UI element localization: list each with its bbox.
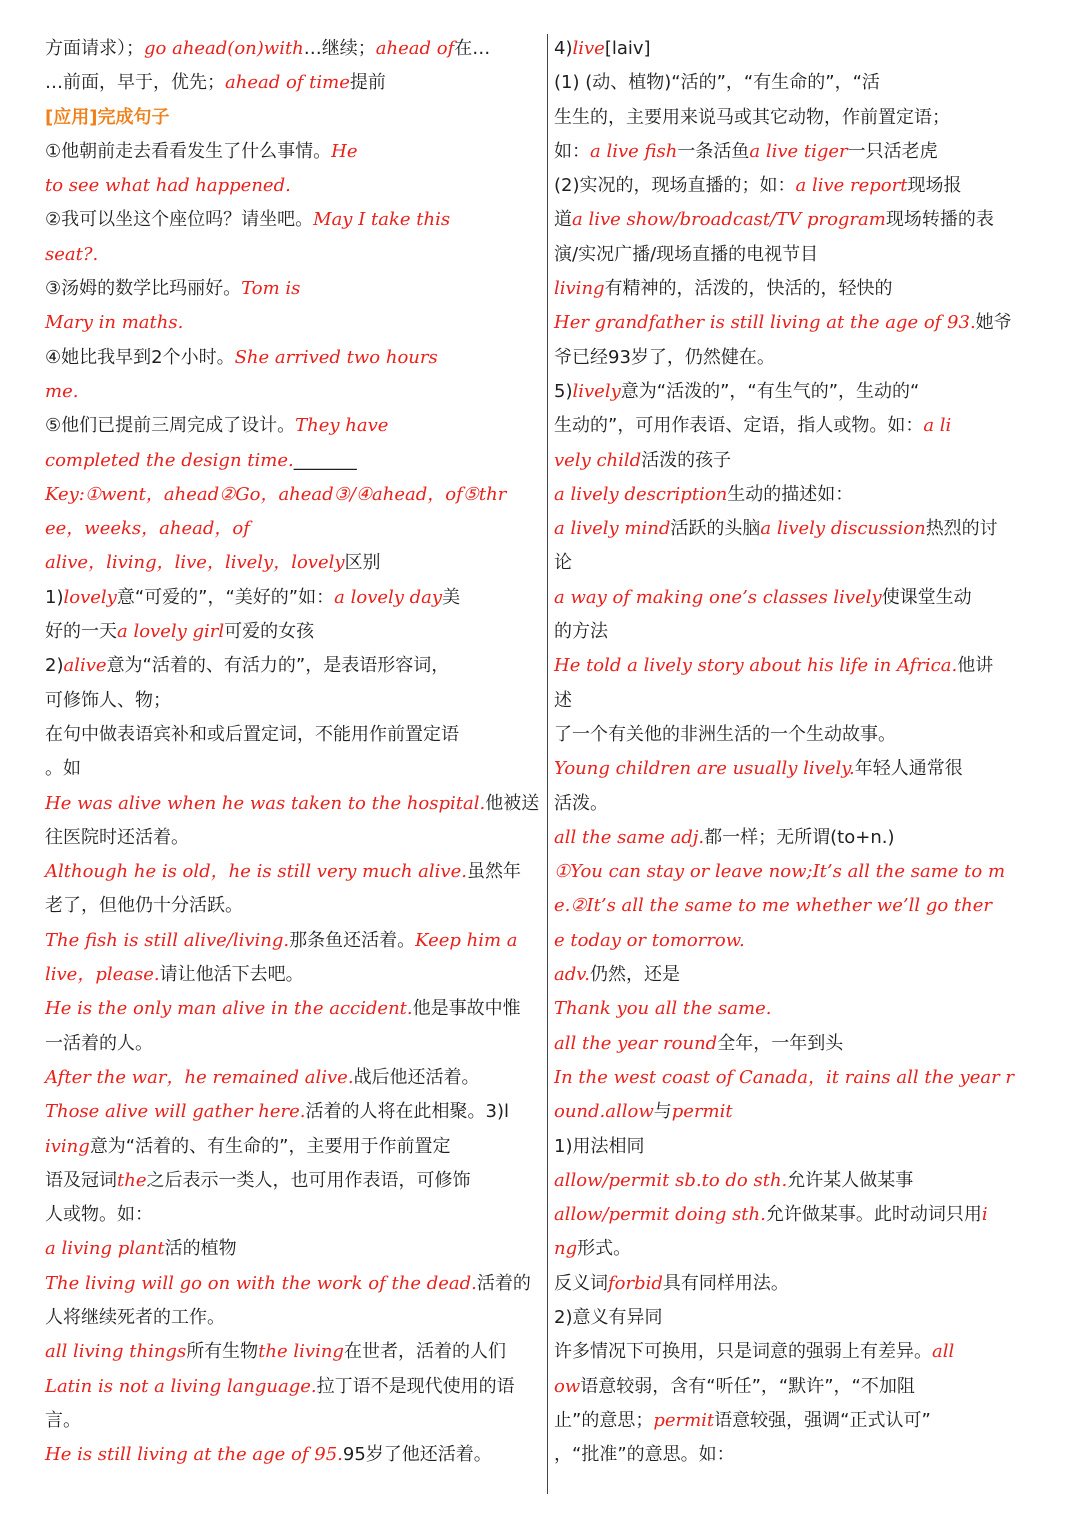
chinese-note-text: ，“批准”的意思。如： xyxy=(554,1444,735,1466)
chinese-note-text: 爷已经93岁了，仍然健在。 xyxy=(554,346,775,368)
chinese-note-text: 请让他活下去吧。 xyxy=(159,964,304,986)
left-text-line xyxy=(45,992,545,1026)
right-text-line xyxy=(554,444,1054,478)
chinese-note-text: 全年，一年到头 xyxy=(717,1032,844,1054)
chinese-note-text: 95岁了他还活着。 xyxy=(342,1444,492,1466)
right-text-line xyxy=(554,615,1054,649)
right-text-line xyxy=(554,718,1054,752)
right-text-line xyxy=(554,169,1054,203)
left-text-line xyxy=(45,1335,545,1369)
left-text-line xyxy=(45,1301,545,1335)
chinese-note-text: ①他朝前走去看看发生了什么事情。 xyxy=(45,140,332,162)
left-text-line xyxy=(45,1232,545,1266)
chinese-note-text: (2)实况的，现场直播的；如： xyxy=(554,175,796,197)
right-text-line xyxy=(554,203,1054,237)
chinese-note-text: 语及冠词 xyxy=(45,1169,117,1191)
left-text-line xyxy=(45,444,545,478)
right-column xyxy=(554,32,1054,1472)
chinese-note-text: 他是事故中惟 xyxy=(412,998,521,1020)
left-text-line xyxy=(45,855,545,889)
section-heading: [应用]完成句子 xyxy=(45,106,170,128)
english-example-text: a lively description xyxy=(554,483,728,505)
chinese-note-text: 虽然年 xyxy=(466,861,521,883)
left-text-line xyxy=(45,32,545,66)
english-example-text: live xyxy=(572,38,605,59)
right-text-line xyxy=(554,1095,1054,1129)
left-column xyxy=(45,32,545,1472)
english-example-text: completed the design time. xyxy=(45,449,294,471)
english-example-text: ound.allow xyxy=(554,1101,654,1123)
english-example-text: ng xyxy=(554,1238,578,1260)
english-example-text: lovely xyxy=(63,586,117,608)
english-example-text: a lively discussion xyxy=(760,518,926,540)
english-example-text: May I take this xyxy=(313,209,451,231)
left-text-line xyxy=(45,649,545,683)
right-text-line xyxy=(554,272,1054,306)
chinese-note-text: 美 xyxy=(442,586,461,608)
chinese-note-text: 生生的，主要用来说马或其它动物，作前置定语； xyxy=(554,106,950,128)
chinese-note-text: 可爱的女孩 xyxy=(224,621,315,643)
chinese-note-text: 都一样；无所谓(to+n.) xyxy=(704,826,895,848)
english-example-text: Tom is xyxy=(241,278,301,300)
left-text-line xyxy=(45,375,545,409)
english-example-text: a li xyxy=(923,415,952,437)
english-example-text: She arrived two hours xyxy=(234,346,438,368)
right-text-line xyxy=(554,1404,1054,1438)
left-text-line xyxy=(45,1130,545,1164)
english-example-text: ahead of time xyxy=(225,72,350,94)
english-example-text: The living will go on with the work of the dead. xyxy=(45,1272,477,1294)
english-example-text: to see what had happened. xyxy=(45,175,291,197)
right-text-line xyxy=(554,1130,1054,1164)
chinese-note-text: 5) xyxy=(554,380,573,402)
chinese-note-text: 所有生物 xyxy=(186,1341,259,1363)
english-example-text: The fish is still alive/living. xyxy=(45,929,290,951)
chinese-note-text: 往医院时还活着。 xyxy=(45,826,189,848)
english-example-text: Her grandfather is still living at the age of 93. xyxy=(554,312,976,334)
chinese-note-text: 活的植物 xyxy=(164,1238,237,1260)
chinese-note-text: 区别 xyxy=(344,552,381,574)
right-text-line xyxy=(554,1267,1054,1301)
chinese-note-text: 言。 xyxy=(45,1409,81,1431)
right-text-line xyxy=(554,684,1054,718)
left-text-line xyxy=(45,1061,545,1095)
left-text-line xyxy=(45,1198,545,1232)
english-example-text: In the west coast of Canada，it rains all the year r xyxy=(554,1066,1015,1088)
english-example-text: a lovely day xyxy=(334,586,443,608)
chinese-note-text: 可修饰人、物； xyxy=(45,689,171,711)
english-example-text: He told a lively story about his life in Africa. xyxy=(554,655,958,677)
english-example-text: He was alive when he was taken to the hospital. xyxy=(45,792,486,814)
chinese-note-text: 道 xyxy=(554,209,572,231)
english-example-text: all living things xyxy=(45,1341,187,1363)
chinese-note-text: 现场转播的表 xyxy=(885,209,994,231)
chinese-note-text: [laiv] xyxy=(604,38,651,59)
right-text-line xyxy=(554,787,1054,821)
chinese-note-text: 热烈的讨 xyxy=(925,518,998,540)
left-text-line xyxy=(45,341,545,375)
english-example-text: ee，weeks，ahead，of xyxy=(45,518,250,540)
left-text-line xyxy=(45,478,545,512)
right-text-line xyxy=(554,821,1054,855)
english-example-text: adv. xyxy=(554,964,591,986)
right-text-line xyxy=(554,375,1054,409)
english-example-text: e.②It’s all the same to me whether we’ll go ther xyxy=(554,895,992,917)
english-example-text: Mary in maths. xyxy=(45,312,184,334)
chinese-note-text: 1)用法相同 xyxy=(554,1135,645,1157)
chinese-note-text: 仍然，还是 xyxy=(590,964,681,986)
left-text-line xyxy=(45,135,545,169)
english-example-text: permit xyxy=(671,1101,733,1123)
chinese-note-text: 。如 xyxy=(45,758,81,780)
english-example-text: lively xyxy=(572,380,621,402)
chinese-note-text: 生动的”，可用作表语、定语，指人或物。如： xyxy=(554,415,924,437)
english-example-text: He xyxy=(331,140,358,162)
chinese-note-text: 了一个有关他的非洲生活的一个生动故事。 xyxy=(554,723,896,745)
left-text-line xyxy=(45,752,545,786)
chinese-note-text: 她爷 xyxy=(975,312,1012,334)
chinese-note-text: 语意较强，强调“正式认可” xyxy=(714,1409,931,1431)
chinese-note-text: 使课堂生动 xyxy=(881,586,972,608)
english-example-text: Thank you all the same. xyxy=(554,998,772,1020)
english-example-text: Although he is old，he is still very much alive. xyxy=(45,861,467,883)
left-text-line xyxy=(45,1267,545,1301)
english-example-text: the living xyxy=(258,1341,344,1363)
chinese-note-text: 在世者，活着的人们 xyxy=(343,1341,506,1363)
chinese-note-text: 论 xyxy=(554,552,572,574)
chinese-note-text: ④她比我早到2个小时。 xyxy=(45,346,235,368)
chinese-note-text: …前面，早于，优先； xyxy=(45,72,225,94)
left-text-line xyxy=(45,581,545,615)
english-example-text: ①You can stay or leave now;It’s all the same to m xyxy=(554,861,1006,883)
english-example-text: allow/permit doing sth. xyxy=(554,1204,766,1226)
chinese-note-text: 活跃的头脑 xyxy=(670,518,761,540)
english-example-text: After the war，he remained alive. xyxy=(45,1066,354,1088)
chinese-note-text: ②我可以坐这个座位吗？请坐吧。 xyxy=(45,209,314,231)
left-text-line xyxy=(45,821,545,855)
chinese-note-text: (1) (动、植物)“活的”，“有生命的”，“活 xyxy=(554,72,880,94)
right-text-line xyxy=(554,546,1054,580)
right-text-line xyxy=(554,32,1054,66)
column-divider xyxy=(547,34,548,1494)
english-example-text: alive，living，live，lively，lovely xyxy=(45,552,345,574)
right-text-line xyxy=(554,409,1054,443)
chinese-note-text: 1) xyxy=(45,586,64,608)
right-text-line xyxy=(554,1061,1054,1095)
chinese-note-text: 述 xyxy=(554,689,572,711)
chinese-note-text: 反义词 xyxy=(554,1272,608,1294)
english-example-text: Latin is not a living language. xyxy=(45,1375,317,1397)
right-text-line xyxy=(554,1232,1054,1266)
english-example-text: i xyxy=(981,1204,988,1226)
right-text-line xyxy=(554,752,1054,786)
english-example-text: a live show/broadcast/TV program xyxy=(572,209,886,231)
left-text-line xyxy=(45,203,545,237)
left-text-line xyxy=(45,958,545,992)
left-text-line xyxy=(45,1438,545,1472)
right-text-line xyxy=(554,889,1054,923)
chinese-note-text: 方面请求）； xyxy=(45,38,144,59)
chinese-note-text: 一只活老虎 xyxy=(847,140,938,162)
right-text-line xyxy=(554,1335,1054,1369)
right-text-line xyxy=(554,992,1054,1026)
left-text-line xyxy=(45,889,545,923)
left-text-line xyxy=(45,718,545,752)
chinese-note-text: 2) xyxy=(45,655,64,677)
chinese-note-text: 在句中做表语宾补和或后置定词，不能用作前置定语 xyxy=(45,723,459,745)
left-text-line xyxy=(45,169,545,203)
chinese-note-text: 4) xyxy=(554,38,573,59)
english-example-text: a lively mind xyxy=(554,518,671,540)
right-text-line xyxy=(554,478,1054,512)
english-example-text: go ahead(on)with xyxy=(144,38,304,59)
left-text-line xyxy=(45,546,545,580)
left-text-line xyxy=(45,684,545,718)
left-text-line xyxy=(45,306,545,340)
chinese-note-text: 年轻人通常很 xyxy=(854,758,963,780)
left-text-line xyxy=(45,615,545,649)
chinese-note-text: 形式。 xyxy=(577,1238,632,1260)
chinese-note-text: 有精神的，活泼的，快活的，轻快的 xyxy=(604,278,893,300)
left-text-line xyxy=(45,924,545,958)
chinese-note-text: ③汤姆的数学比玛丽好。 xyxy=(45,278,242,300)
right-text-line xyxy=(554,1164,1054,1198)
left-text-line xyxy=(45,1370,545,1404)
left-text-line xyxy=(45,66,545,100)
chinese-note-text: 意为“活着的、有活力的”，是表语形容词， xyxy=(106,655,450,677)
chinese-note-text: 允许某人做某事 xyxy=(787,1169,914,1191)
chinese-note-text: 老了，但他仍十分活跃。 xyxy=(45,895,243,917)
chinese-note-text: 具有同样用法。 xyxy=(662,1272,789,1294)
chinese-note-text: …继续； xyxy=(303,38,376,59)
english-example-text: living xyxy=(554,278,605,300)
left-text-line xyxy=(45,101,545,135)
right-text-line xyxy=(554,512,1054,546)
chinese-note-text: 止”的意思； xyxy=(554,1409,654,1431)
chinese-note-text: 的方法 xyxy=(554,621,608,643)
left-text-line xyxy=(45,1095,545,1129)
right-text-line xyxy=(554,958,1054,992)
chinese-note-text: _______ xyxy=(293,449,357,471)
right-text-line xyxy=(554,1301,1054,1335)
chinese-note-text: 好的一天 xyxy=(45,621,117,643)
chinese-note-text: 意为“活着的、有生命的”，主要用于作前置定 xyxy=(89,1135,451,1157)
chinese-note-text: 活着的 xyxy=(476,1272,531,1294)
chinese-note-text: 演/实况广播/现场直播的电视节目 xyxy=(554,243,819,265)
chinese-note-text: 他讲 xyxy=(957,655,994,677)
right-text-line xyxy=(554,581,1054,615)
left-text-line xyxy=(45,1404,545,1438)
english-example-text: all xyxy=(932,1341,955,1363)
english-example-text: all the same adj. xyxy=(554,826,705,848)
chinese-note-text: 语意较弱，含有“听任”，“默许”，“不加阻 xyxy=(580,1375,915,1397)
chinese-note-text: 允许做某事。此时动词只用 xyxy=(765,1204,982,1226)
chinese-note-text: 许多情况下可换用，只是词意的强弱上有差异。 xyxy=(554,1341,932,1363)
english-example-text: seat?. xyxy=(45,243,99,265)
right-text-line xyxy=(554,1438,1054,1472)
english-example-text: me. xyxy=(45,380,79,402)
chinese-note-text: 2)意义有异同 xyxy=(554,1306,663,1328)
english-example-text: the xyxy=(117,1169,147,1191)
chinese-note-text: 活泼。 xyxy=(554,792,608,814)
right-text-line xyxy=(554,924,1054,958)
english-example-text: allow/permit sb.to do sth. xyxy=(554,1169,788,1191)
chinese-note-text: 之后表示一类人，也可用作表语，可修饰 xyxy=(146,1169,471,1191)
english-example-text: a living plant xyxy=(45,1238,165,1260)
chinese-note-text: 人或物。如： xyxy=(45,1204,153,1226)
english-example-text: ow xyxy=(554,1375,581,1397)
english-example-text: They have xyxy=(295,415,389,437)
right-text-line xyxy=(554,1027,1054,1061)
chinese-note-text: ⑤他们已提前三周完成了设计。 xyxy=(45,415,296,437)
right-text-line xyxy=(554,649,1054,683)
chinese-note-text: 在… xyxy=(454,38,491,59)
chinese-note-text: 生动的描述如： xyxy=(727,483,854,505)
english-example-text: Keep him a xyxy=(415,929,518,951)
left-text-line xyxy=(45,272,545,306)
english-example-text: a live tiger xyxy=(749,140,848,162)
english-example-text: He is still living at the age of 95. xyxy=(45,1444,343,1466)
chinese-note-text: 现场报 xyxy=(907,175,962,197)
chinese-note-text: 人将继续死者的工作。 xyxy=(45,1306,225,1328)
chinese-note-text: 如： xyxy=(554,140,590,162)
left-text-line xyxy=(45,512,545,546)
right-text-line xyxy=(554,855,1054,889)
left-text-line xyxy=(45,238,545,272)
english-example-text: live，please. xyxy=(45,964,160,986)
left-text-line xyxy=(45,1164,545,1198)
english-example-text: alive xyxy=(63,655,107,677)
english-example-text: Young children are usually lively. xyxy=(554,758,855,780)
chinese-note-text: 活着的人将在此相聚。3)l xyxy=(305,1101,510,1123)
english-example-text: vely child xyxy=(554,449,642,471)
right-text-line xyxy=(554,306,1054,340)
chinese-note-text: 意“可爱的”，“美好的”如： xyxy=(116,586,335,608)
english-example-text: a lovely girl xyxy=(117,621,225,643)
english-example-text: forbid xyxy=(608,1272,663,1294)
left-text-line xyxy=(45,787,545,821)
english-example-text: He is the only man alive in the accident. xyxy=(45,998,413,1020)
chinese-note-text: 活泼的孩子 xyxy=(641,449,732,471)
chinese-note-text: 那条鱼还活着。 xyxy=(289,929,416,951)
left-text-line xyxy=(45,1027,545,1061)
chinese-note-text: 战后他还活着。 xyxy=(353,1066,480,1088)
chinese-note-text: 他被送 xyxy=(485,792,540,814)
english-example-text: a way of making one’s classes lively xyxy=(554,586,882,608)
english-example-text: Key:①went，ahead②Go，ahead③/④ahead，of⑤thr xyxy=(45,483,507,505)
chinese-note-text: 意为“活泼的”，“有生气的”，生动的“ xyxy=(620,380,920,402)
english-example-text: permit xyxy=(653,1409,715,1431)
chinese-note-text: 一条活鱼 xyxy=(677,140,750,162)
right-text-line xyxy=(554,1198,1054,1232)
right-text-line xyxy=(554,101,1054,135)
english-example-text: all the year round xyxy=(554,1032,718,1054)
english-example-text: iving xyxy=(45,1135,90,1157)
right-text-line xyxy=(554,238,1054,272)
chinese-note-text: 一活着的人。 xyxy=(45,1032,153,1054)
chinese-note-text: 拉丁语不是现代使用的语 xyxy=(316,1375,515,1397)
english-example-text: ahead of xyxy=(375,38,455,59)
chinese-note-text: 与 xyxy=(653,1101,672,1123)
right-text-line xyxy=(554,135,1054,169)
english-example-text: a live fish xyxy=(590,140,678,162)
right-text-line xyxy=(554,1370,1054,1404)
left-text-line xyxy=(45,409,545,443)
right-text-line xyxy=(554,341,1054,375)
english-example-text: Those alive will gather here. xyxy=(45,1101,306,1123)
english-example-text: e today or tomorrow. xyxy=(554,929,745,951)
right-text-line xyxy=(554,66,1054,100)
english-example-text: a live report xyxy=(795,175,908,197)
chinese-note-text: 提前 xyxy=(349,72,386,94)
